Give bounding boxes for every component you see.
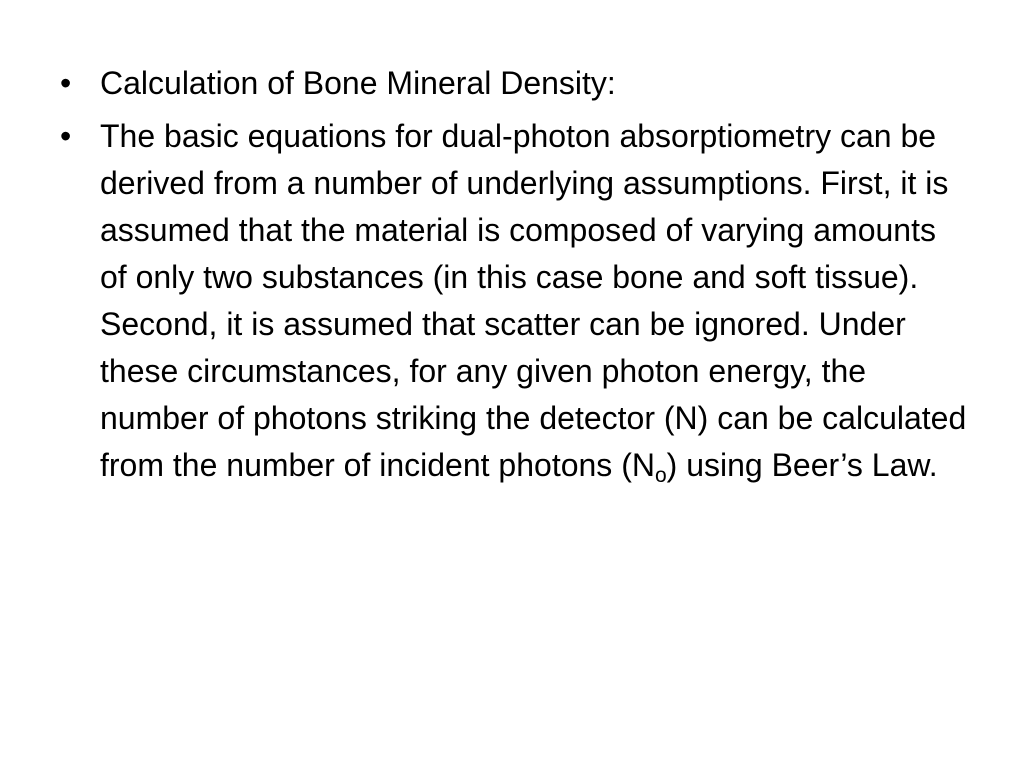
bullet-item-title [60,60,970,107]
subscript-o: o [654,464,667,487]
bullet-icon: • [60,118,72,154]
bullet-text: Calculation of Bone Mineral Density: [100,65,616,101]
bullet-list [60,60,970,495]
bullet-item-body [60,113,970,489]
bullet-icon: • [60,65,72,101]
bullet-text-before: The basic equations for dual-photon absorptiometry can be derived from a number of underlying assumptions. First, it is assumed that the material is composed of varying amounts of only two substances (in this case bone and soft tissue). Second, it is assumed that scatter can be ignored. Under these circumstances, for any given photon energy, the number of photons striking the detector (N) can be calculated from the number of incident photons (N [100,118,967,483]
bullet-text-after: ) using Beer’s Law. [666,447,938,483]
